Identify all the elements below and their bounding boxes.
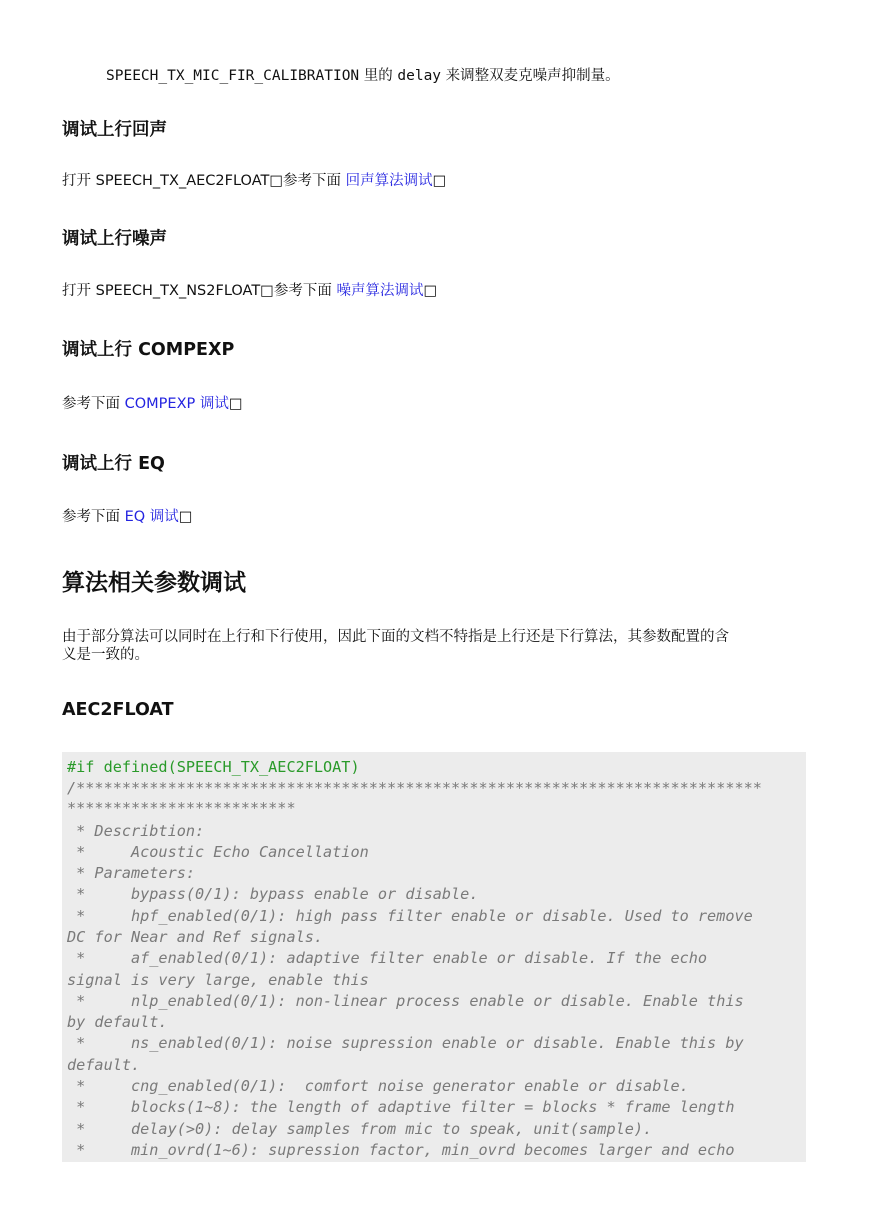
echo-suffix: □ <box>432 173 447 189</box>
heading-algorithm-params: 算法相关参数调试 <box>62 570 246 596</box>
algo-para-line1: 由于部分算法可以同时在上行和下行使用，因此下面的文档不特指是上行还是下行算法，其参数配置的含 <box>62 629 729 645</box>
code-line: * Describtion: <box>67 822 205 840</box>
intro-text-2: 来调整双麦克噪声抑制量。 <box>441 68 620 84</box>
link-noise-algorithm[interactable]: 噪声算法调试 <box>336 283 424 299</box>
inline-code-calibration: SPEECH_TX_MIC_FIR_CALIBRATION <box>106 68 360 84</box>
code-line: by default. <box>67 1013 168 1031</box>
eq-suffix: □ <box>178 509 193 525</box>
code-line: * nlp_enabled(0/1): non-linear process enable or disable. Enable this <box>67 992 744 1010</box>
intro-line <box>106 67 620 85</box>
noise-text: 打开 SPEECH_TX_NS2FLOAT□参考下面 <box>62 283 337 299</box>
code-line: * ns_enabled(0/1): noise supression enable or disable. Enable this by <box>67 1034 744 1052</box>
paragraph-uplink-noise <box>62 282 437 300</box>
code-line: * Acoustic Echo Cancellation <box>67 843 369 861</box>
code-line: * blocks(1~8): the length of adaptive filter = blocks * frame length <box>67 1098 735 1116</box>
code-line: signal is very large, enable this <box>67 971 369 989</box>
code-line: /*************************************************************************** <box>67 779 762 797</box>
paragraph-uplink-compexp <box>62 395 243 413</box>
code-line: DC for Near and Ref signals. <box>67 928 324 946</box>
algo-para-line2: 义是一致的。 <box>62 647 149 663</box>
code-line: * cng_enabled(0/1): comfort noise generator enable or disable. <box>67 1077 689 1095</box>
intro-text-1: 里的 <box>359 68 398 84</box>
link-eq[interactable]: EQ 调试 <box>124 509 179 525</box>
code-line: * Parameters: <box>67 864 196 882</box>
link-echo-algorithm[interactable]: 回声算法调试 <box>345 173 433 189</box>
noise-suffix: □ <box>423 283 438 299</box>
heading-uplink-noise: 调试上行噪声 <box>62 229 167 249</box>
eq-text: 参考下面 <box>62 509 125 525</box>
paragraph-uplink-echo <box>62 172 446 190</box>
code-block-aec2float <box>62 752 806 1162</box>
code-line: * bypass(0/1): bypass enable or disable. <box>67 885 479 903</box>
link-compexp[interactable]: COMPEXP 调试 <box>124 396 229 412</box>
paragraph-uplink-eq <box>62 508 193 526</box>
echo-text: 打开 SPEECH_TX_AEC2FLOAT□参考下面 <box>62 173 346 189</box>
heading-aec2float: AEC2FLOAT <box>62 700 174 720</box>
code-line: ************************* <box>67 799 296 817</box>
heading-uplink-eq: 调试上行 EQ <box>62 454 165 474</box>
heading-uplink-echo: 调试上行回声 <box>62 120 167 140</box>
compexp-text: 参考下面 <box>62 396 125 412</box>
heading-uplink-compexp: 调试上行 COMPEXP <box>62 340 235 360</box>
code-line: default. <box>67 1056 141 1074</box>
code-line: * af_enabled(0/1): adaptive filter enable or disable. If the echo <box>67 949 708 967</box>
code-line: #if defined(SPEECH_TX_AEC2FLOAT) <box>67 758 360 776</box>
code-line: * hpf_enabled(0/1): high pass filter enable or disable. Used to remove <box>67 907 753 925</box>
code-line: * delay(>0): delay samples from mic to speak, unit(sample). <box>67 1120 653 1138</box>
compexp-suffix: □ <box>228 396 243 412</box>
code-line: * min_ovrd(1~6): supression factor, min_ovrd becomes larger and echo <box>67 1141 735 1159</box>
inline-code-delay: delay <box>397 68 442 84</box>
